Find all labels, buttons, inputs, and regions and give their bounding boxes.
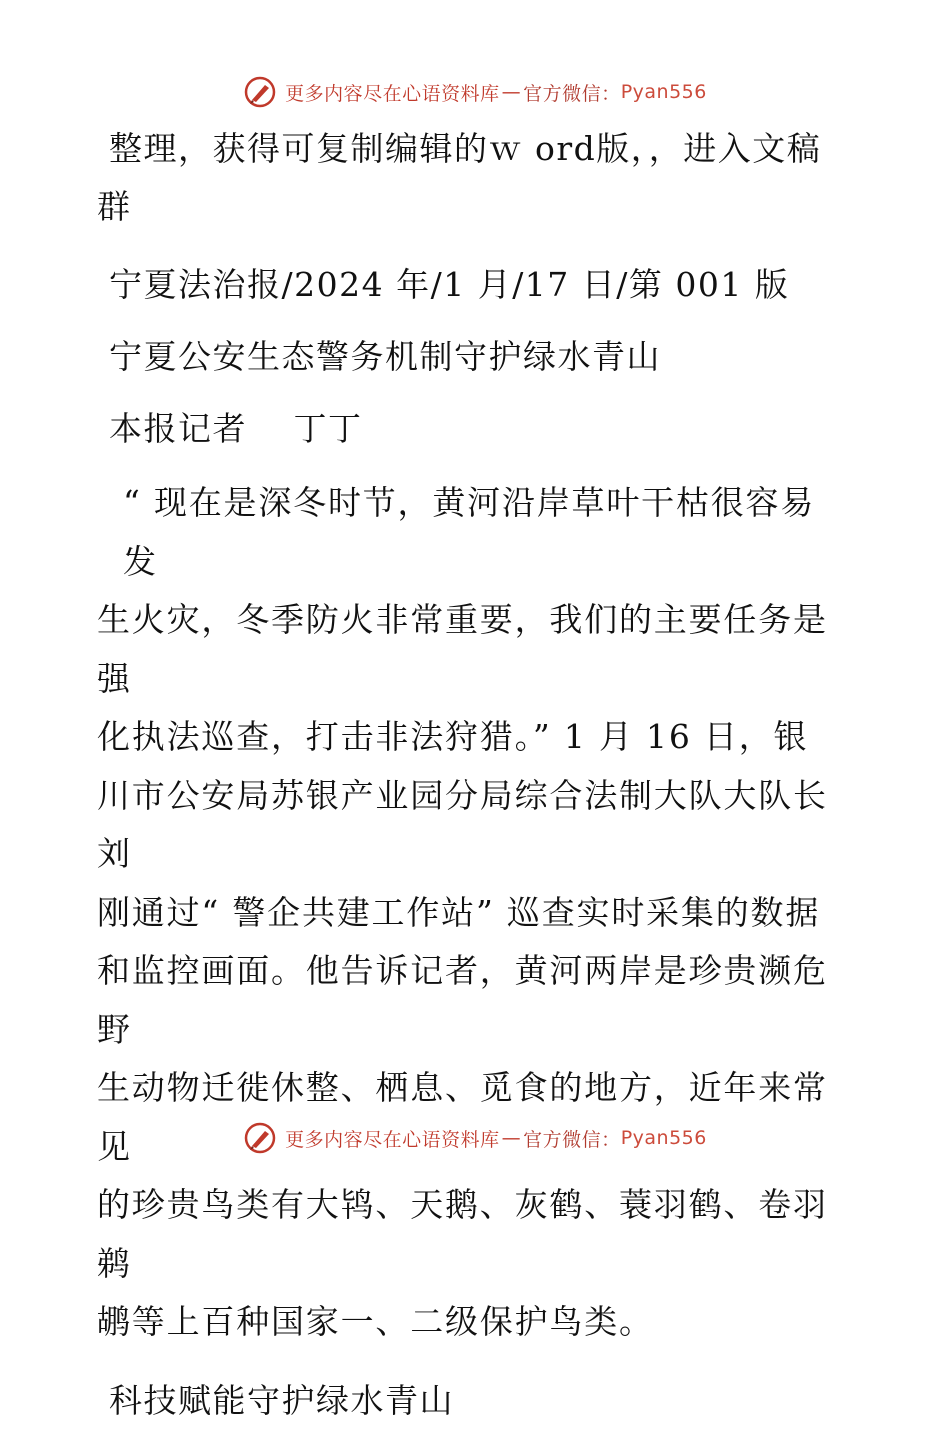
source-line: 宁夏法治报/2024 年/1 月/17 日/第 001 版 xyxy=(109,265,790,304)
pen-logo-icon xyxy=(243,1121,277,1155)
paragraph-line: 鹕等上百种国家一、二级保护鸟类。 xyxy=(97,1302,654,1341)
pen-logo-icon xyxy=(243,75,277,109)
watermark-text: 更多内容尽在心语资料库 xyxy=(285,82,500,105)
document-body xyxy=(97,120,849,1430)
subheading: 科技赋能守护绿水青山 xyxy=(109,1380,454,1420)
watermark-label: 官方微信： xyxy=(523,82,621,105)
byline: 本报记者 丁丁 xyxy=(109,409,363,448)
paragraph-line: 刚通过“ 警企共建工作站” 巡查实时采集的数据 xyxy=(97,892,821,932)
watermark-banner-top xyxy=(0,72,950,112)
paragraph-line: 和监控画面。他告诉记者，黄河两岸是珍贵濒危野 xyxy=(97,951,828,1049)
watermark-dash: — xyxy=(501,1127,522,1149)
paragraph xyxy=(97,474,849,1352)
watermark-handle: Pyan556 xyxy=(620,1127,707,1149)
watermark-handle: Pyan556 xyxy=(620,81,707,103)
watermark-dash: — xyxy=(501,81,522,103)
watermark-text: 更多内容尽在心语资料库 xyxy=(285,1128,500,1151)
intro-line-2: 群 xyxy=(97,187,132,226)
paragraph-line: 化执法巡查，打击非法狩猎。” 1 月 16 日，银 xyxy=(97,717,809,756)
watermark-label: 官方微信： xyxy=(523,1128,621,1151)
watermark-banner-bottom xyxy=(0,1118,950,1158)
paragraph-line: “ 现在是深冬时节，黄河沿岸草叶干枯很容易发 xyxy=(123,483,816,581)
paragraph-line: 的珍贵鸟类有大鸨、天鹅、灰鹤、蓑羽鹤、卷羽鹈 xyxy=(97,1185,828,1283)
intro-line-1: 整理，获得可复制编辑的ｗ ord版，，进入文稿 xyxy=(109,129,822,168)
paragraph-line: 川市公安局苏银产业园分局综合法制大队大队长刘 xyxy=(97,775,828,873)
paragraph-line: 生动物迁徙休整、栖息、觅食的地方，近年来常见 xyxy=(97,1068,828,1166)
headline: 宁夏公安生态警务机制守护绿水青山 xyxy=(109,337,661,376)
paragraph-line: 生火灾，冬季防火非常重要，我们的主要任务是强 xyxy=(97,600,828,698)
